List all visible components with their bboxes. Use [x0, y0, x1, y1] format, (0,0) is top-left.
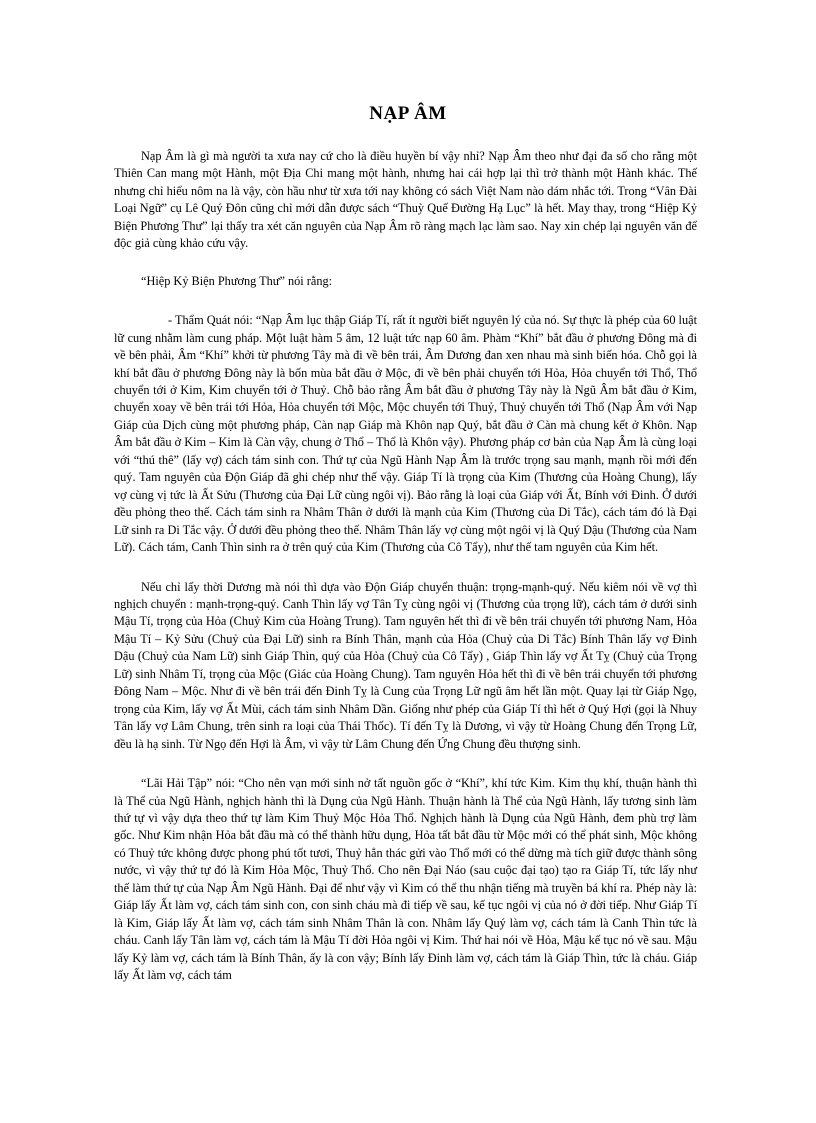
paragraph-intro: Nạp Âm là gì mà người ta xưa nay cứ cho là điều huyền bí vậy nhỉ? Nạp Âm theo như đại đa số cho rằng một Thiên Can mang một Hành, một Địa Chi mang một hành, nhưng hai cái hợp lại thì trở thành một Hành khác. Thế nhưng chỉ hiểu nôm na là vậy, còn hầu như từ xưa tới nay không có sách Việt Nam nào dám nhắc tới. Trong “Vân Đài Loại Ngữ” cụ Lê Quý Đôn cũng chỉ mới dẫn được sách “Thuỳ Quế Đường Hạ Lục” là hết. May thay, trong “Hiệp Kỷ Biện Phương Thư” lại thấy tra xét căn nguyên của Nạp Âm rõ ràng mạch lạc làm sao. Nay xin chép lại nguyên văn để độc giả cùng khảo cứu vậy. — [114, 149, 697, 251]
document-body — [114, 148, 697, 984]
paragraph-tham-quat: - Thẩm Quát nói: “Nạp Âm lục thập Giáp Tí, rất ít người biết nguyên lý của nó. Sự thực là phép của 60 luật lữ cung nhằm làm cung pháp. Một luật hàm 5 âm, 12 luật tức nạp 60 âm. Phàm “Khí” bắt đầu ở phương Đông mà đi về bên phải, Âm “Khí” khởi từ phương Tây mà đi về bên trái, Âm Dương đan xen nhau mà sinh biến hóa. Chỗ gọi là khí bắt đầu ở phương Đông này là bốn mùa bắt đầu ở Mộc, đi về bên phải chuyển tới Hỏa, Hỏa chuyển tới Thổ, Thổ chuyển tới ở Kim, Kim chuyển tới ở Thuỷ. Chỗ bảo rằng Âm bắt đầu ở phương Tây này là Ngũ Âm bắt đầu ở Kim, chuyển xoay về bên trái tới Hỏa, Hỏa chuyển tới Mộc, Mộc chuyển tới Thuỷ, Thuỷ chuyển tới Thổ (Nạp Âm với Nạp Giáp của Dịch cùng một phương pháp, Càn nạp Giáp mà Khôn nạp Quý, bắt đầu ở Càn mà chung kết ở Khôn. Nạp Âm bắt đầu ở Kim – Kim là Càn vậy, chung ở Thổ – Thổ là Khôn vậy). Phương pháp cơ bản của Nạp Âm là cùng loại với “thú thê” (lấy vợ) cách tám sinh con. Thứ tự của Ngũ Hành Nạp Âm là trước trọng sau mạnh, mạnh rồi mới đến quý. Tam nguyên của Độn Giáp đã ghi chép như thế vậy. Giáp Tí là trọng của Kim (Thương của Hoàng Chung), lấy vợ cùng vị tức là Ất Sửu (Thương của Đại Lữ cùng ngôi vị). Bảo rằng là loại của Giáp với Ất, Bính với Đinh. Ở dưới đều phỏng theo thế. Cách tám sinh ra Nhâm Thân ở dưới là mạnh của Kim (Thương của Di Tắc), cách tám đó là Đại Lữ sinh ra Di Tắc vậy. Ở dưới đều phỏng theo thế. Nhâm Thân lấy vợ cùng một ngôi vị là Quý Dậu (Thương của Nam Lữ). Cách tám, Canh Thìn sinh ra ở trên quý của Kim (Thương của Cô Tẩy), như thế tam nguyên của Kim hết. — [114, 313, 697, 555]
document-title: NẠP ÂM — [369, 103, 447, 124]
paragraph-duong-thoi: Nếu chỉ lấy thời Dương mà nói thì dựa vào Độn Giáp chuyển thuận: trọng-mạnh-quý. Nếu kiêm nói về vợ thì nghịch chuyển : mạnh-trọng-quý. Canh Thìn lấy vợ Tân Tỵ cùng ngôi vị (Thương của trọng lữ), cách tám ở dưới sinh Mậu Tí, trọng của Hỏa (Chuỷ Kim của Hoàng Trung). Tam nguyên hết thì đi về bên trái chuyển tới phương Nam, Hỏa Mậu Tí – Kỷ Sửu (Chuỷ của Đại Lữ) sinh ra Bính Thân, mạnh của Hỏa (Chuỷ của Di Tắc) Bính Thân lấy vợ Đinh Dậu (Chuỷ của Nam Lữ) sinh Giáp Thìn, quý của Hỏa (Chuỷ của Cô Tẩy) , Giáp Thìn lấy vợ Ất Tỵ (Chuỷ của Trọng Lữ) sinh Nhâm Tí, trọng của Mộc (Giác của Hoàng Chung). Tam nguyên Hỏa hết thì đi về bên trái chuyển tới phương Đông Nam – Mộc. Như đi về bên trái đến Đinh Tỵ là Cung của Trọng Lữ ngũ âm hết lần một. Quay lại từ Giáp Ngọ, trọng của Kim, lấy vợ Ất Mùi, cách tám sinh Nhâm Dần. Giống như phép của Giáp Tí thì hết ở Quý Hợi (gọi là Nhuy Tân lấy vợ Lâm Chung, trên sinh ra loại của Thái Thốc). Tí đến Tỵ là Dương, vì vậy từ Hoàng Chung đến Trọng Lữ, đều là hạ sinh. Từ Ngọ đến Hợi là Âm, vì vậy từ Lâm Chung đến Ứng Chung đều thượng sinh. — [114, 579, 697, 751]
paragraph-gap — [114, 557, 697, 579]
paragraph-source-heading: “Hiệp Kỷ Biện Phương Thư” nói rằng: — [141, 273, 333, 288]
paragraph-lai-hai-tap: “Lãi Hải Tập” nói: “Cho nên vạn mới sinh nở tất nguồn gốc ở “Khí”, khí tức Kim. Kim thụ khí, thuận hành thì là Thể của Ngũ Hành, nghịch hành thì là Dụng của Ngũ Hành. Thuận hành là Thể của Ngũ Hành, lấy tương sinh làm thứ tự vì vậy dựa theo thứ tự làm Kim Thuỷ Mộc Hỏa Thổ. Nghịch hành là Dụng của Ngũ Hành, đem phù trợ làm gốc. Như Kim nhận Hỏa bắt đầu mà có thể thành hữu dụng, Hỏa tất bắt đầu từ Mộc mới có thể phát sinh, Mộc không có Thuỷ tức không được phong phú tốt tươi, Thuỷ hẳn thác gửi vào Thổ mới có thể dừng mà tích giữ được thành sông nước, vì vậy thứ tự đó là Kim Hỏa Mộc, Thuỷ Thổ. Cho nên Đại Náo (sau cuộc đại tạo) tạo ra Giáp Tí, tức lấy như thế làm thứ tự của Nạp Âm Ngũ Hành. Đại để như vậy vì Kim có thể thu nhận tiếng mà truyền bá khí ra. Phép này là: Giáp lấy Ất làm vợ, cách tám sinh con, con sinh cháu mà đi tiếp về sau, kế tục ngôi vị của nó ở đời tiếp. Như Giáp Tí là Kim, Giáp lấy Ất làm vợ, cách tám sinh Nhâm Thân là con. Nhâm lấy Quý làm vợ, cách tám là Canh Thìn tức là cháu. Canh lấy Tân làm vợ, cách tám là Mậu Tí đời Hỏa ngôi vị Kim. Thứ hai nói về Hỏa, Mậu kế tục nó về sau. Mậu lấy Kỷ làm vợ, cách tám là Bính Thân, ấy là con vậy; Bính lấy Đinh làm vợ, cách tám là Giáp Thìn, tức là cháu. Giáp lấy Ất làm vợ, cách tám — [114, 776, 697, 983]
paragraph-gap — [114, 753, 697, 775]
paragraph-gap — [114, 290, 697, 312]
paragraph-gap — [114, 253, 697, 273]
